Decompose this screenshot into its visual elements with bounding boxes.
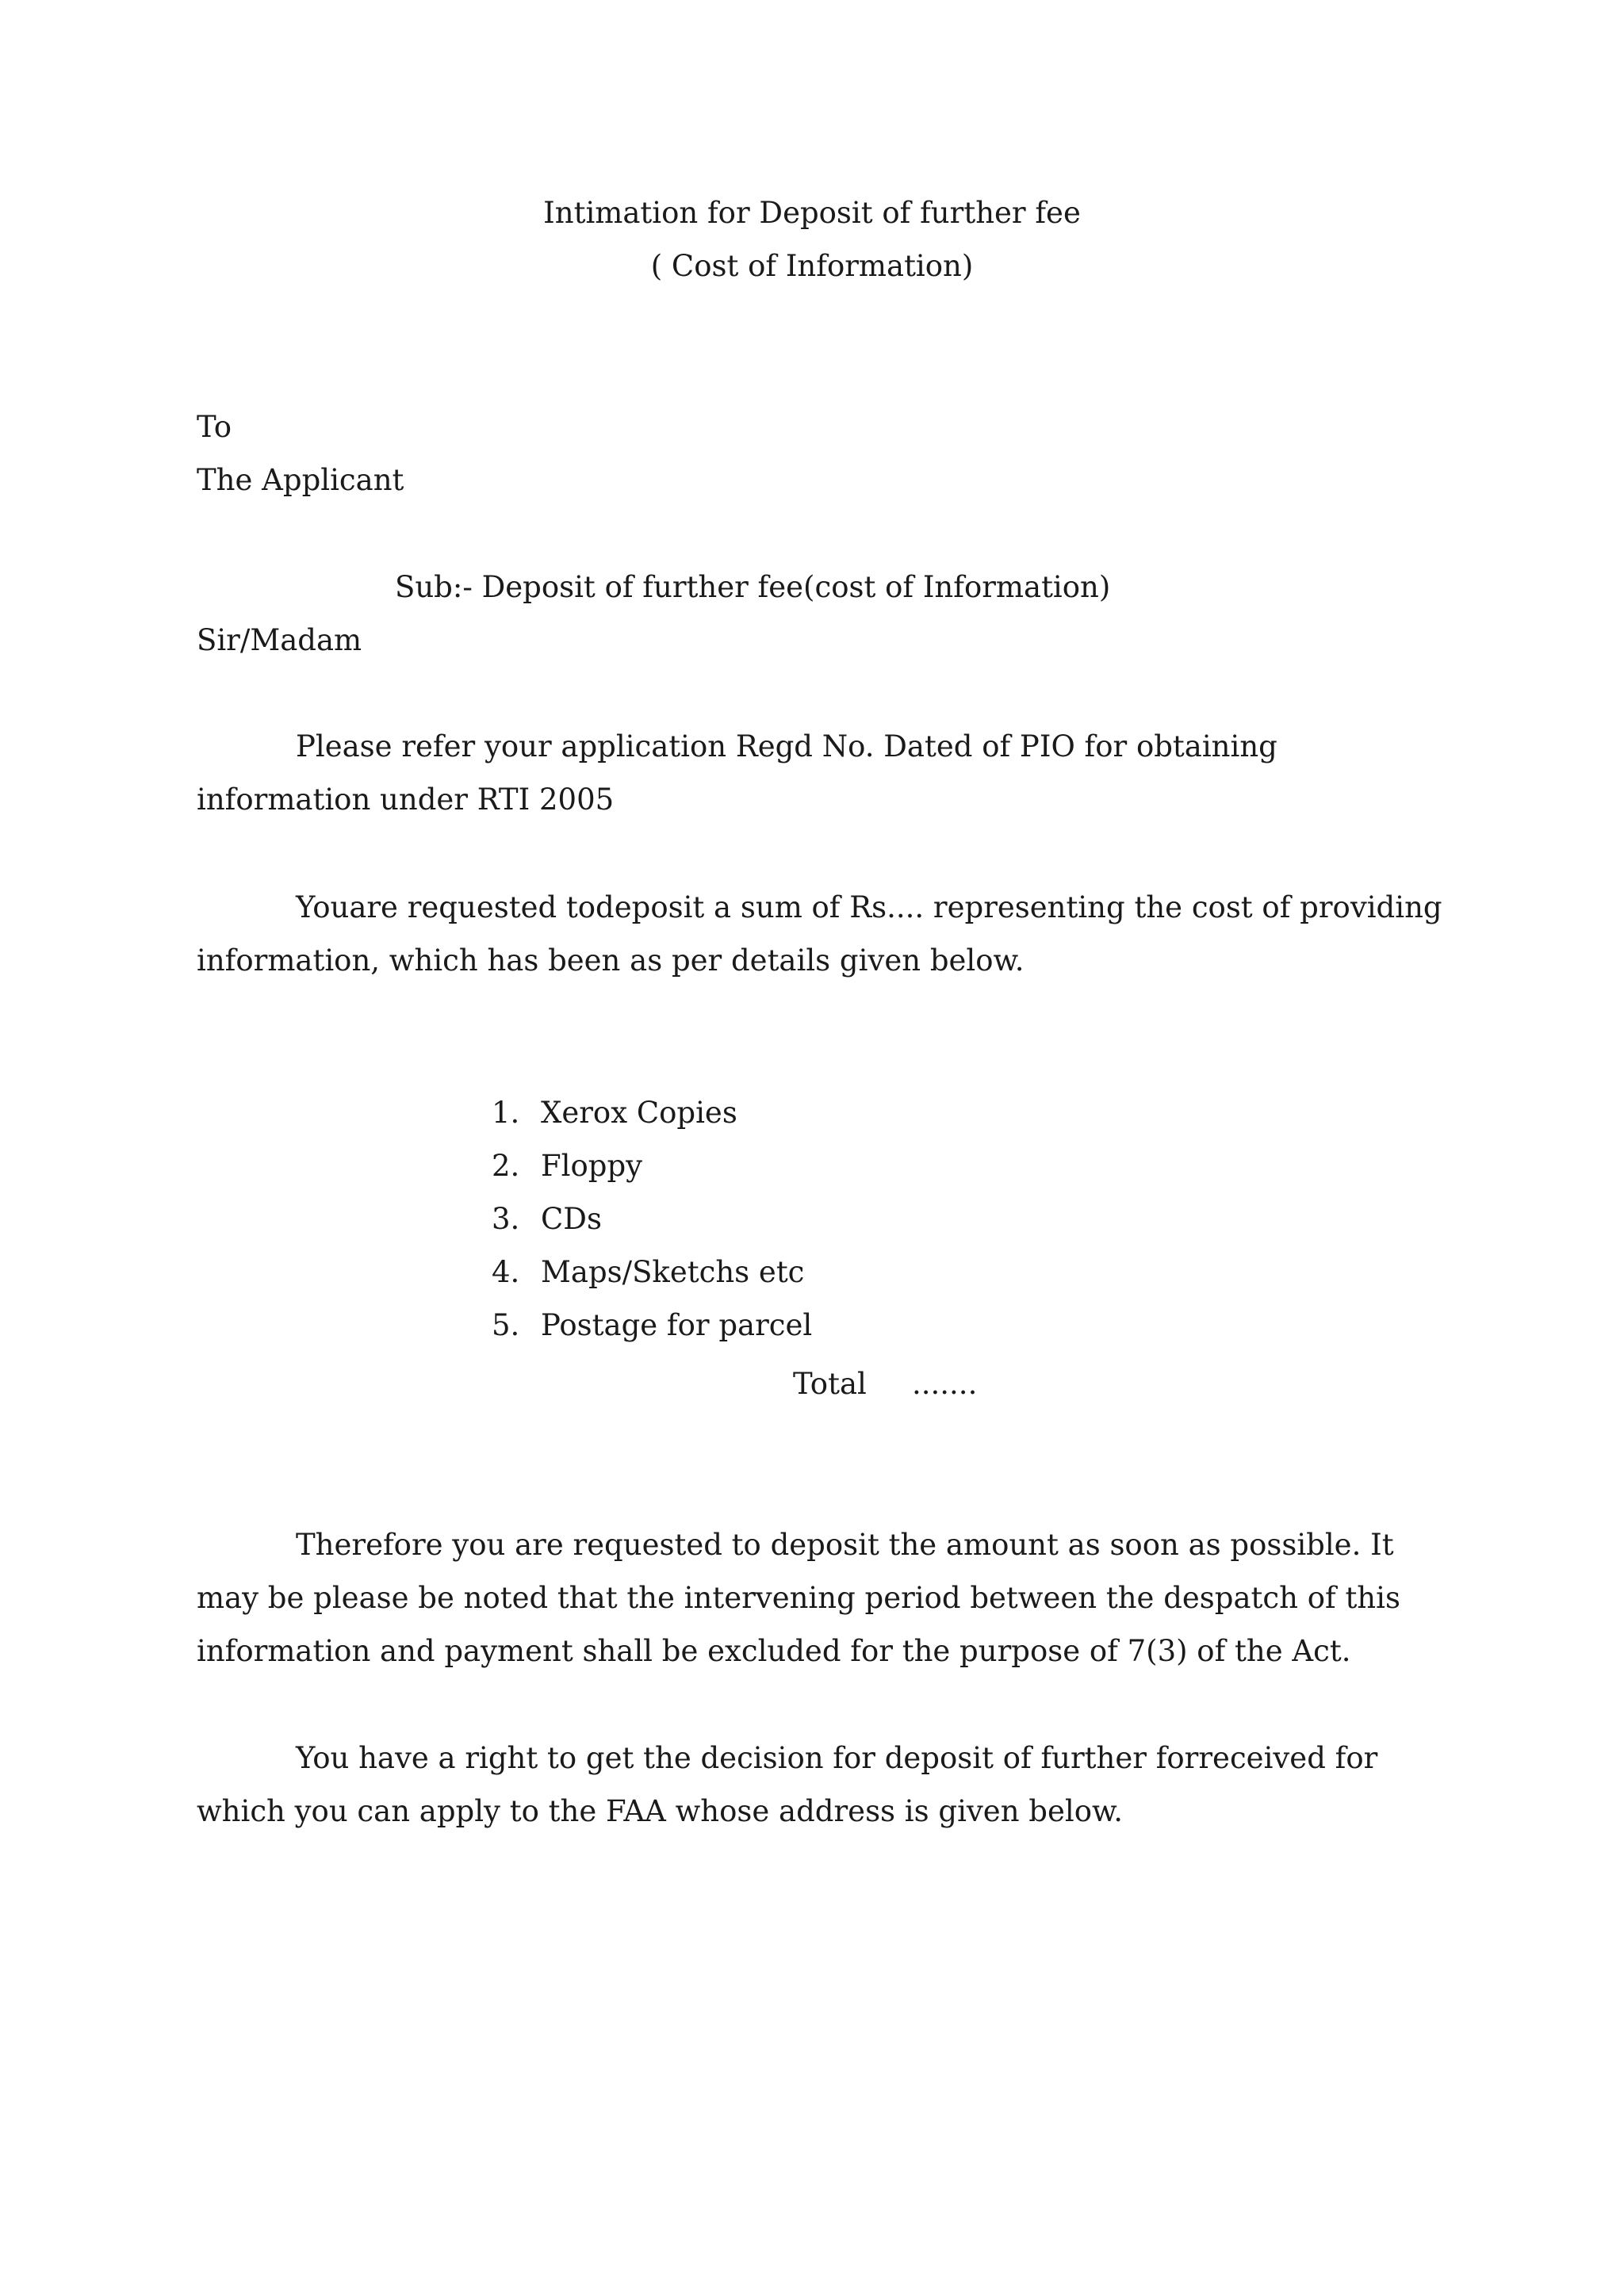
paragraph-line: which you can apply to the FAA whose address is given below. xyxy=(197,1794,1124,1828)
list-item-label: Postage for parcel xyxy=(541,1308,813,1342)
list-item xyxy=(492,1299,812,1352)
list-item-number: 4. xyxy=(492,1255,520,1289)
list-item-label: CDs xyxy=(541,1202,602,1236)
salutation: Sir/Madam xyxy=(197,623,362,657)
fee-items-list xyxy=(492,1086,812,1352)
paragraph-line: Please refer your application Regd No. Dated of PIO for obtaining xyxy=(296,729,1277,763)
paragraph-line: Youare requested todeposit a sum of Rs.... representing the cost of providing xyxy=(296,890,1442,924)
list-item xyxy=(492,1086,812,1139)
paragraph-line: information and payment shall be excluded for the purpose of 7(3) of the Act. xyxy=(197,1634,1351,1668)
list-item xyxy=(492,1139,812,1192)
list-item-label: Floppy xyxy=(541,1149,643,1183)
list-item xyxy=(492,1246,812,1299)
paragraph-line: You have a right to get the decision for deposit of further forreceived for xyxy=(296,1741,1378,1775)
list-item-number: 5. xyxy=(492,1308,520,1342)
paragraph-application-reference xyxy=(197,720,1442,826)
paragraph-line: may be please be noted that the intervening period between the despatch of this xyxy=(197,1581,1400,1615)
list-item-number: 2. xyxy=(492,1149,520,1183)
paragraph-line: information under RTI 2005 xyxy=(197,783,615,817)
paragraph-line: information, which has been as per details given below. xyxy=(197,943,1025,978)
list-item-number: 3. xyxy=(492,1202,520,1236)
paragraph-deposit-notice xyxy=(197,1518,1442,1678)
address-recipient: The Applicant xyxy=(197,463,404,497)
paragraph-appeal-right xyxy=(197,1732,1442,1838)
list-item-label: Xerox Copies xyxy=(541,1096,737,1130)
list-item-label: Maps/Sketchs etc xyxy=(541,1255,805,1289)
list-item-number: 1. xyxy=(492,1096,520,1130)
letter-subtitle: ( Cost of Information) xyxy=(650,249,974,283)
address-to: To xyxy=(197,410,232,444)
letter-title: Intimation for Deposit of further fee xyxy=(543,196,1081,230)
subject-line: Sub:- Deposit of further fee(cost of Information) xyxy=(395,570,1111,604)
paragraph-line: Therefore you are requested to deposit the amount as soon as possible. It xyxy=(296,1528,1394,1562)
paragraph-deposit-request xyxy=(197,881,1442,987)
list-item xyxy=(492,1192,812,1246)
total-label: Total xyxy=(793,1367,867,1401)
total-value: ....... xyxy=(912,1367,978,1401)
